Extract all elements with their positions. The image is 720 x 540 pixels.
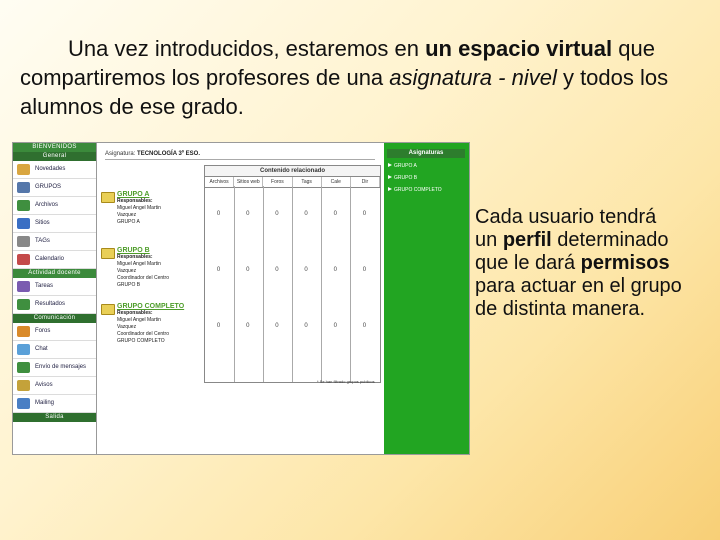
nav-item-mailing[interactable] [13,395,96,413]
nav-item-label: Calendario [35,256,65,262]
content-mark[interactable]: 0 [304,267,308,273]
subject-title [105,151,375,160]
responsable-name: Coordinador del Centro [117,331,169,337]
nav-item-label: Sitios [35,220,50,226]
responsables-label: Responsables: [117,254,153,260]
nav-header-communication: Comunicación [13,314,96,323]
content-mark[interactable]: 0 [304,211,308,217]
nav-item-avisos[interactable] [13,377,96,395]
nav-item-label: Tareas [35,283,54,289]
left-nav [13,143,97,454]
column-header: Sitios web [234,177,263,187]
nav-item-tareas[interactable] [13,278,96,296]
subjects-header: Asignaturas [387,149,465,158]
nav-item-label: Resultados [35,301,66,307]
subject-link[interactable]: GRUPO COMPLETO [388,187,442,193]
content-mark[interactable]: 0 [275,323,279,329]
nav-item-label: Avisos [35,382,53,388]
content-mark[interactable]: 0 [275,211,279,217]
bold-perfil: perfil [502,229,552,251]
nav-item-icon [17,182,30,193]
nav-header-welcome: BIENVENIDOS [13,143,96,152]
responsable-name: Miguel Angel Martin [117,317,161,323]
responsables-label: Responsables: [117,198,153,204]
responsable-name: Vazquez [117,268,137,274]
group-link[interactable]: GRUPO COMPLETO [101,303,201,310]
nav-item-sitios[interactable] [13,215,96,233]
folder-icon [101,248,115,259]
related-content-table [204,165,381,383]
side-line-5: de distinta manera. [475,298,646,320]
nav-item-icon [17,299,30,310]
intro-text-3: y todos los alumnos de ese grado. [20,65,669,119]
content-mark[interactable]: 0 [362,323,367,329]
subject-label: Asignatura: [105,151,136,157]
nav-header-teaching: Actividad docente [13,269,96,278]
nav-item-icon [17,281,30,292]
nav-item-tags[interactable] [13,233,96,251]
nav-item-label: Chat [35,346,48,352]
content-mark[interactable]: 0 [216,267,221,273]
nav-item-label: Envío de mensajes [35,364,87,370]
nav-item-resultados[interactable] [13,296,96,314]
nav-item-icon [17,362,30,373]
responsable-name: Coordinador del Centro [117,275,169,281]
content-mark[interactable]: 0 [216,211,221,217]
nav-exit[interactable]: Salida [13,413,96,422]
group-entry [101,303,201,345]
column-header: Cale [322,177,351,187]
nav-item-label: Mailing [35,400,55,406]
nav-item-icon [17,344,30,355]
content-mark[interactable]: 0 [333,267,337,273]
group-entry [101,191,201,226]
bold-permisos: permisos [580,252,670,274]
side-line-4: para actuar en el grupo [475,275,682,297]
arrow-right-icon [388,187,392,191]
nav-item-novedades[interactable] [13,161,96,179]
nav-item-env-o-de-mensajes[interactable] [13,359,96,377]
side-line-2: un perfil determinado [475,229,669,251]
nav-header-general: General [13,152,96,161]
content-mark[interactable]: 0 [246,267,250,273]
content-mark[interactable]: 0 [304,323,308,329]
intro-text-1: Una vez introducidos, estaremos en [68,36,426,61]
main-content [97,143,384,454]
group-link[interactable]: GRUPO A [101,191,201,198]
responsable-name: Miguel Angel Martin [117,261,161,267]
column-header: Foros [263,177,292,187]
group-link[interactable]: GRUPO B [101,247,201,254]
folder-icon [101,304,115,315]
nav-item-icon [17,398,30,409]
group-code: GRUPO A [117,219,140,225]
side-line-3: que le dará permisos [475,252,670,274]
nav-item-grupos[interactable] [13,179,96,197]
content-mark[interactable]: 0 [362,267,367,273]
group-content-marks [204,323,379,329]
nav-item-foros[interactable] [13,323,96,341]
responsable-name: Miguel Angel Martin [117,205,161,211]
nav-item-label: Foros [35,328,51,334]
nav-item-label: TAGs [35,238,50,244]
right-panel [384,143,469,454]
nav-item-label: Novedades [35,166,66,172]
arrow-right-icon [388,163,392,167]
group-content-marks [204,211,379,217]
nav-item-icon [17,254,30,265]
nav-item-icon [17,200,30,211]
table-header: Contenido relacionado [205,166,380,177]
intro-text-2: que compartiremos los profesores de una [20,36,655,90]
profile-explanation [475,206,720,321]
intro-paragraph [20,34,715,121]
intro-italic-subject-level: asignatura - nivel [389,65,557,90]
responsable-name: Vazquez [117,212,137,218]
nav-item-chat[interactable] [13,341,96,359]
intro-bold-virtual-space: un espacio virtual [425,36,613,61]
column-header: Archivos [205,177,234,187]
content-mark[interactable]: 0 [333,211,337,217]
nav-item-icon [17,218,30,229]
group-code: GRUPO COMPLETO [117,338,165,344]
nav-item-label: Archivos [35,202,59,208]
platform-screenshot [12,142,470,455]
column-header: Dir [351,177,380,187]
subject-link[interactable]: GRUPO B [388,175,417,181]
nav-item-calendario[interactable] [13,251,96,269]
content-mark[interactable]: 0 [246,211,250,217]
nav-item-archivos[interactable] [13,197,96,215]
table-footnote: * Se han filtrado grupos publicos [317,379,375,384]
folder-icon [101,192,115,203]
nav-item-label: GRUPOS [35,184,62,190]
content-mark[interactable]: 0 [216,323,221,329]
responsable-name: Vazquez [117,324,137,330]
subject-link[interactable]: GRUPO A [388,163,417,169]
nav-item-icon [17,236,30,247]
responsables-label: Responsables: [117,310,153,316]
side-line-1: Cada usuario tendrá [475,206,657,228]
arrow-right-icon [388,175,392,179]
nav-item-icon [17,380,30,391]
nav-item-icon [17,164,30,175]
group-code: GRUPO B [117,282,141,288]
content-mark[interactable]: 0 [275,267,279,273]
content-mark[interactable]: 0 [362,211,367,217]
content-mark[interactable]: 0 [246,323,250,329]
column-header: Tags [293,177,322,187]
group-entry [101,247,201,289]
nav-item-icon [17,326,30,337]
subject-name: TECNOLOGÍA 3º ESO. [137,151,201,157]
group-content-marks [204,267,379,273]
content-mark[interactable]: 0 [333,323,337,329]
